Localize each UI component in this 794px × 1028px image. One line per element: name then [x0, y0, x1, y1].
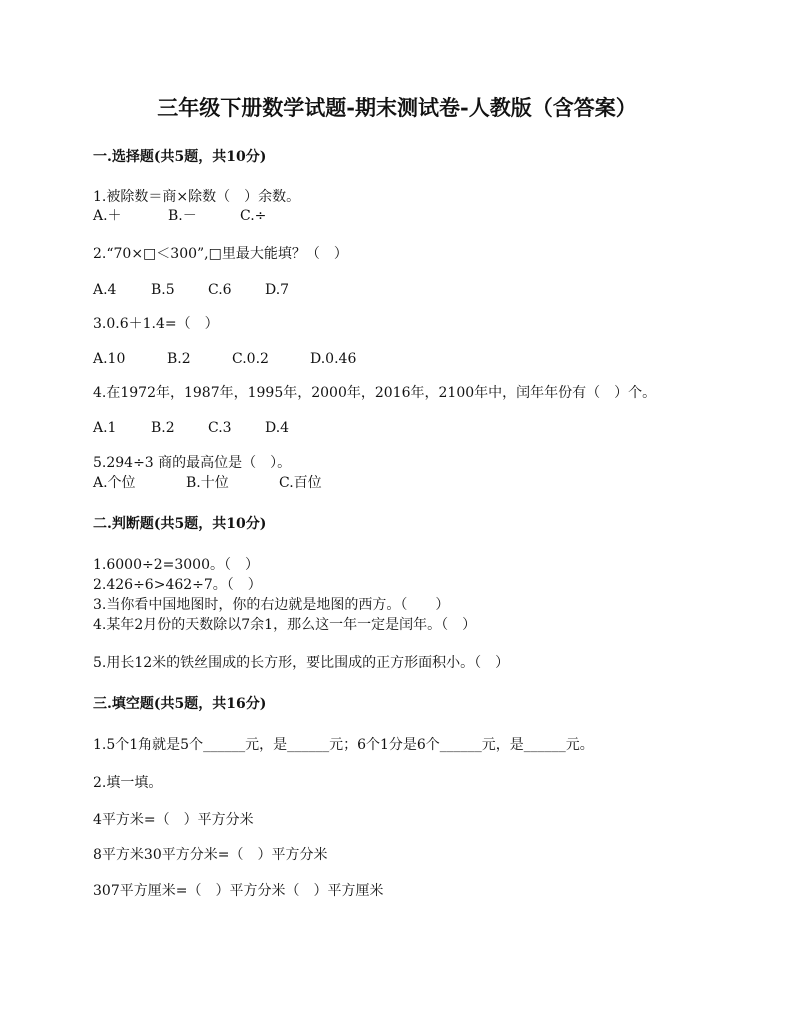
option-c: C.0.2 — [232, 351, 269, 367]
option-a: A.＋ — [93, 208, 122, 224]
question-text: 307平方厘米=（ ）平方分米（ ）平方厘米 — [93, 883, 384, 899]
question-text: 2.填一填。 — [93, 775, 163, 791]
question-text: 5.294÷3 商的最高位是（ ）。 — [93, 455, 292, 471]
option-d: D.4 — [265, 420, 290, 436]
option-c: C.3 — [208, 420, 232, 436]
section-heading-choice: 一.选择题(共5题，共10分) — [93, 149, 267, 165]
option-a: A.个位 — [93, 475, 136, 491]
question-text: 3.0.6＋1.4=（ ） — [93, 316, 219, 332]
option-c: C.百位 — [279, 475, 322, 491]
option-b: B.2 — [167, 351, 191, 367]
option-b: B.－ — [168, 208, 197, 224]
question-text: 4.在1972年，1987年，1995年，2000年，2016年，2100年中，闰年年份有（ ）个。 — [93, 385, 657, 401]
option-c: C.÷ — [240, 208, 267, 224]
question-text: 1.6000÷2=3000。（ ） — [93, 557, 259, 573]
option-b: B.十位 — [186, 475, 229, 491]
question-text: 2.426÷6>462÷7。（ ） — [93, 577, 262, 593]
question-text: 8平方米30平方分米=（ ）平方分米 — [93, 847, 328, 863]
option-d: D.0.46 — [310, 351, 357, 367]
option-a: A.10 — [93, 351, 126, 367]
section-heading-judgement: 二.判断题(共5题，共10分) — [93, 516, 267, 532]
option-a: A.4 — [93, 282, 117, 298]
option-a: A.1 — [93, 420, 117, 436]
question-text: 4平方米=（ ）平方分米 — [93, 812, 254, 828]
option-b: B.5 — [151, 282, 175, 298]
page-title: 三年级下册数学试题-期末测试卷-人教版（含答案） — [157, 95, 637, 120]
question-text: 3.当你看中国地图时，你的右边就是地图的西方。（ ） — [93, 597, 450, 613]
option-d: D.7 — [265, 282, 290, 298]
question-text: 2.“70×□＜300”,□里最大能填？（ ） — [93, 246, 348, 262]
option-c: C.6 — [208, 282, 232, 298]
question-text: 1.5个1角就是5个______元，是______元；6个1分是6个______元，是______元。 — [93, 737, 594, 753]
section-heading-fill: 三.填空题(共5题，共16分) — [93, 696, 267, 712]
question-text: 1.被除数＝商×除数（ ）余数。 — [93, 189, 301, 205]
question-text: 4.某年2月份的天数除以7余1，那么这一年一定是闰年。（ ） — [93, 617, 477, 633]
option-b: B.2 — [151, 420, 175, 436]
question-text: 5.用长12米的铁丝围成的长方形，要比围成的正方形面积小。（ ） — [93, 655, 510, 671]
